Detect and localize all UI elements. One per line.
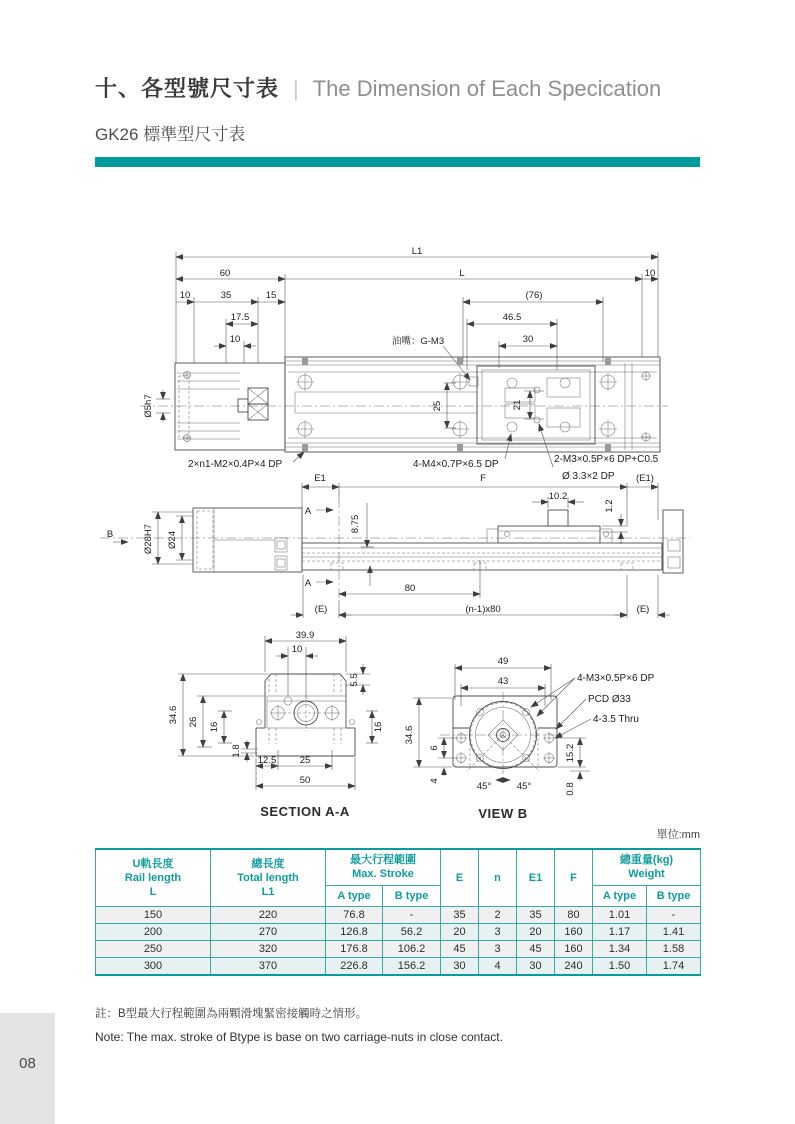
dim-25: 25 xyxy=(432,400,443,412)
table-cell: 30 xyxy=(517,957,555,975)
col-header-F: F xyxy=(555,849,593,906)
table-cell: 200 xyxy=(96,923,211,940)
table-cell: 1.01 xyxy=(593,906,647,923)
table-cell: 35 xyxy=(517,906,555,923)
table-row xyxy=(96,923,701,940)
table-cell: 76.8 xyxy=(326,906,383,923)
dim-L1: L1 xyxy=(411,246,423,257)
dim-49: 49 xyxy=(497,656,509,667)
page-title-zh: 十、各型號尺寸表 xyxy=(95,76,280,101)
col-header-E: E xyxy=(441,849,479,906)
dim-45-left: 45° xyxy=(476,781,492,792)
dim-1-8: 1.8 xyxy=(231,744,242,758)
table-cell: 56.2 xyxy=(383,923,441,940)
dim-5-5: 5.5 xyxy=(349,673,360,687)
table-cell: 270 xyxy=(211,923,326,940)
dimension-table xyxy=(95,848,701,976)
dim-L: L xyxy=(459,268,465,279)
dim-10-right: 10 xyxy=(644,268,656,279)
dim-24: Ø24 xyxy=(167,531,178,549)
col-header-E1: E1 xyxy=(517,849,555,906)
tap-label-2: 4-M4×0.7P×6.5 DP xyxy=(413,459,499,470)
dim-34-6-viewb: 34.6 xyxy=(404,725,415,745)
dim-15-2: 15.2 xyxy=(565,743,576,763)
dim-25-section: 25 xyxy=(299,755,311,766)
table-cell: 1.34 xyxy=(593,940,647,957)
table-cell: 45 xyxy=(517,940,555,957)
table-cell: 3 xyxy=(479,923,517,940)
table-row xyxy=(96,940,701,957)
col-header-stroke-b-type: B type xyxy=(383,885,441,906)
section-arrow-a-bottom: A xyxy=(304,578,312,589)
accent-bar xyxy=(95,157,700,167)
col-header-weight-b-type: B type xyxy=(647,885,701,906)
side-view xyxy=(100,473,690,618)
dim-50: 50 xyxy=(299,775,311,786)
dim-43: 43 xyxy=(497,676,509,687)
page-number: 08 xyxy=(19,1055,36,1072)
dim-46-5: 46.5 xyxy=(502,312,522,323)
table-cell: 240 xyxy=(555,957,593,975)
top-view xyxy=(140,246,668,482)
dim-F: F xyxy=(480,473,486,484)
col-header-total-length: 總長度 Total length L1 xyxy=(211,849,326,906)
dim-10-b: 10 xyxy=(229,334,241,345)
dim-4: 4 xyxy=(429,778,440,784)
dim-30: 30 xyxy=(522,334,534,345)
table-cell: 160 xyxy=(555,940,593,957)
thru-hole-label: 4-3.5 Thru xyxy=(593,714,639,725)
table-cell: 2 xyxy=(479,906,517,923)
dim-16-left: 16 xyxy=(209,721,220,733)
table-cell: 300 xyxy=(96,957,211,975)
dim-8-75: 8.75 xyxy=(350,514,361,534)
section-arrow-a-top: A xyxy=(304,506,312,517)
dim-10: 10 xyxy=(179,290,191,301)
table-cell: 126.8 xyxy=(326,923,383,940)
table-cell: 1.17 xyxy=(593,923,647,940)
table-cell: 320 xyxy=(211,940,326,957)
section-aa-caption: SECTION A-A xyxy=(260,804,350,819)
table-cell: 156.2 xyxy=(383,957,441,975)
page-title-en: The Dimension of Each Specication xyxy=(312,76,662,101)
table-row xyxy=(96,957,701,975)
table-cell: 80 xyxy=(555,906,593,923)
dim-26: 26 xyxy=(188,716,199,728)
col-header-n: n xyxy=(479,849,517,906)
tap-label-3b: Ø 3.3×2 DP xyxy=(562,471,615,482)
table-cell: 35 xyxy=(441,906,479,923)
table-cell: 1.74 xyxy=(647,957,701,975)
m3-tap-label: 4-M3×0.5P×6 DP xyxy=(577,673,655,684)
view-b-caption: VIEW B xyxy=(478,806,528,821)
pcd-label: PCD Ø33 xyxy=(588,694,631,705)
tap-label-3: 2-M3×0.5P×6 DP+C0.5 xyxy=(554,454,659,465)
dim-16-right: 16 xyxy=(373,721,384,733)
technical-drawing xyxy=(85,240,710,832)
dim-0-8: 0.8 xyxy=(565,782,576,796)
table-cell: 3 xyxy=(479,940,517,957)
dim-45-right: 45° xyxy=(516,781,532,792)
dim-60: 60 xyxy=(219,268,231,279)
view-b xyxy=(404,656,655,821)
tap-label-1: 2×n1-M2×0.4P×4 DP xyxy=(188,459,283,470)
table-cell: 176.8 xyxy=(326,940,383,957)
section-subtitle: GK26 標準型尺寸表 xyxy=(95,125,246,144)
footnote-zh: 註：B型最大行程範圍為兩顆滑塊緊密接觸時之情形。 xyxy=(95,1008,368,1020)
dim-15: 15 xyxy=(265,290,277,301)
table-cell: 226.8 xyxy=(326,957,383,975)
dim-34-6-section: 34.6 xyxy=(168,705,179,725)
table-cell: 370 xyxy=(211,957,326,975)
dim-1-2: 1.2 xyxy=(604,499,615,513)
dim-6: 6 xyxy=(429,745,440,751)
dim-39-9: 39.9 xyxy=(295,630,315,641)
page-title xyxy=(95,72,661,103)
table-cell: 250 xyxy=(96,940,211,957)
footnotes xyxy=(95,1005,655,1044)
col-header-stroke-a-type: A type xyxy=(326,885,383,906)
dim-E1: E1 xyxy=(314,473,326,484)
col-header-rail-length: U軌長度 Rail length L xyxy=(96,849,211,906)
table-cell: 30 xyxy=(441,957,479,975)
dim-shaft-dia: Ø5h7 xyxy=(143,394,154,418)
col-header-max-stroke: 最大行程範圍 Max. Stroke xyxy=(326,849,441,885)
dim-28H7: Ø28H7 xyxy=(143,523,154,555)
col-header-weight: 總重量(kg) Weight xyxy=(593,849,701,885)
dim-12-5: 12.5 xyxy=(257,755,277,766)
section-aa-view xyxy=(168,630,384,819)
table-cell: - xyxy=(383,906,441,923)
dim-E-left: (E) xyxy=(314,604,328,615)
table-cell: 4 xyxy=(479,957,517,975)
table-cell: 220 xyxy=(211,906,326,923)
footnote-en: Note: The max. stroke of Btype is base on two carriage-nuts in close contact. xyxy=(95,1030,503,1044)
table-cell: 1.41 xyxy=(647,923,701,940)
dim-10-port: 10 xyxy=(291,644,303,655)
units-label: 單位:mm xyxy=(656,829,700,841)
table-cell: 150 xyxy=(96,906,211,923)
table-cell: 20 xyxy=(441,923,479,940)
table-cell: 45 xyxy=(441,940,479,957)
table-cell: 1.58 xyxy=(647,940,701,957)
dim-21: 21 xyxy=(512,399,523,411)
dim-17-5: 17.5 xyxy=(230,312,250,323)
table-cell: 1.50 xyxy=(593,957,647,975)
dim-n-1-x80: (n-1)x80 xyxy=(465,604,501,615)
view-b-arrow-label: B xyxy=(106,529,114,540)
dim-80: 80 xyxy=(404,583,416,594)
table-cell: - xyxy=(647,906,701,923)
table-cell: 106.2 xyxy=(383,940,441,957)
dim-10-2: 10.2 xyxy=(548,491,568,502)
dim-76: (76) xyxy=(525,290,543,301)
col-header-weight-a-type: A type xyxy=(593,885,647,906)
oil-nipple-label: 油嘴：G-M3 xyxy=(391,336,445,347)
dim-E1-right: (E1) xyxy=(636,473,654,484)
table-cell: 20 xyxy=(517,923,555,940)
dim-E-right: (E) xyxy=(636,604,650,615)
dim-35: 35 xyxy=(220,290,232,301)
table-row xyxy=(96,906,701,923)
title-divider: | xyxy=(293,76,299,101)
table-cell: 160 xyxy=(555,923,593,940)
